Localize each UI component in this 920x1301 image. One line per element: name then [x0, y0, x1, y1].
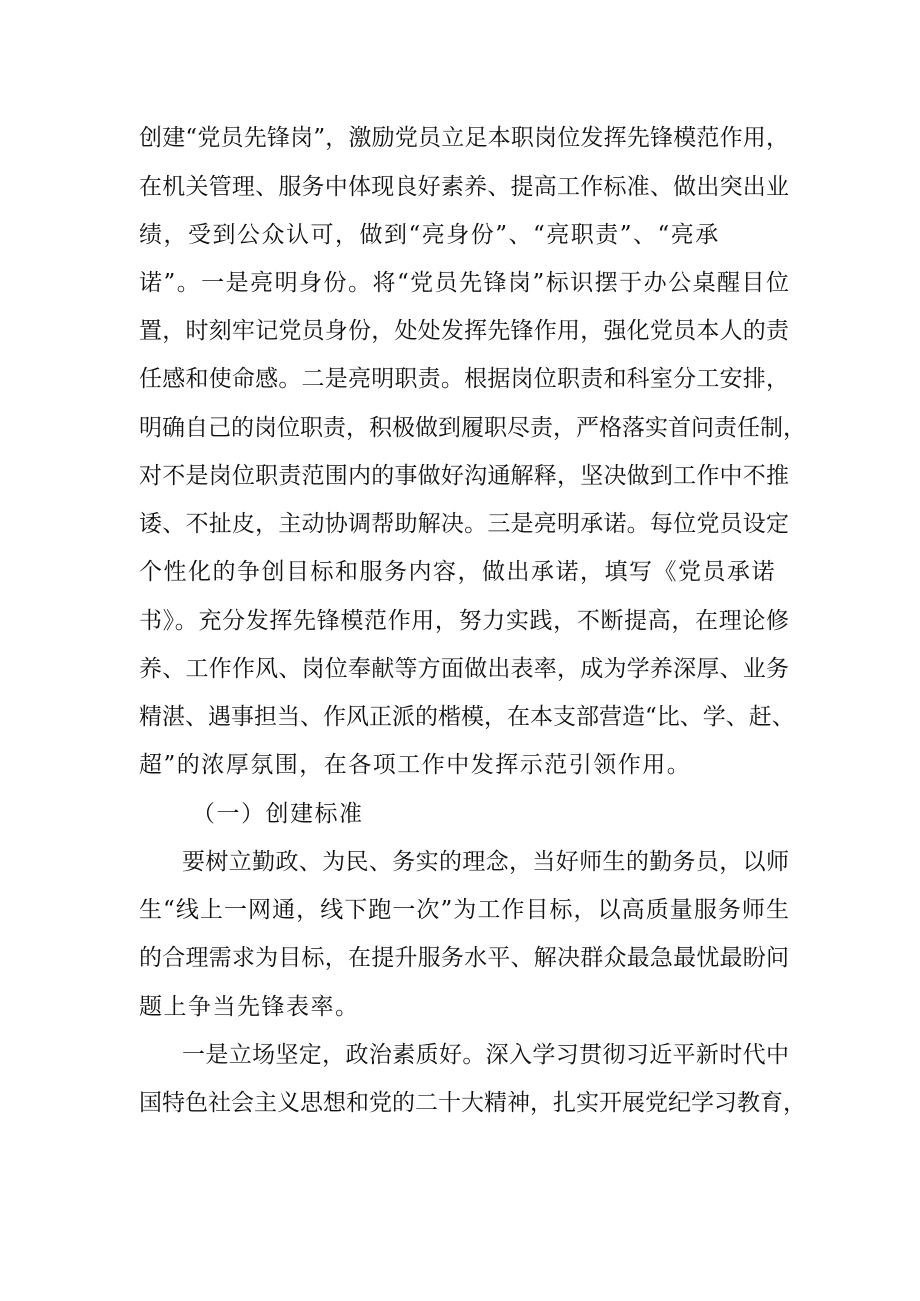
section-heading: （一）创建标准 — [192, 801, 364, 827]
body-text-line: 明确自己的岗位职责，积极做到履职尽责，严格落实首问责任制， — [139, 415, 806, 441]
body-text-line: 国特色社会主义思想和党的二十大精神，扎实开展党纪学习教育， — [139, 1090, 806, 1116]
body-text-line: 题上争当先锋表率。 — [139, 994, 360, 1020]
body-text-line: 在机关管理、服务中体现良好素养、提高工作标准、做出突出业 — [139, 174, 789, 200]
body-text-line: 超”的浓厚氛围，在各项工作中发挥示范引领作用。 — [139, 752, 692, 778]
body-text-line: 养、工作作风、岗位奉献等方面做出表率，成为学养深厚、业务 — [139, 656, 789, 682]
body-text-line: 的合理需求为目标，在提升服务水平、解决群众最急最忧最盼问 — [139, 945, 789, 971]
body-text-line: 诿、不扯皮，主动协调帮助解决。三是亮明承诺。每位党员设定 — [139, 511, 789, 537]
body-text-line: 书》。充分发挥先锋模范作用，努力实践，不断提高，在理论修 — [139, 608, 789, 634]
body-text-line: 个性化的争创目标和服务内容，做出承诺，填写《党员承诺 — [139, 559, 776, 585]
body-text-line: 诺”。一是亮明身份。将“党员先锋岗”标识摆于办公桌醒目位 — [139, 270, 789, 296]
body-text-line: 生“线上一网通，线下跑一次”为工作目标，以高质量服务师生 — [139, 897, 789, 923]
body-text-line: 一是立场坚定，政治素质好。深入学习贯彻习近平新时代中 — [182, 1042, 789, 1068]
body-text-line: 要树立勤政、为民、务实的理念，当好师生的勤务员，以师 — [182, 849, 789, 875]
body-text-line: 绩，受到公众认可，做到“亮身份”、“亮职责”、“亮承 — [139, 222, 720, 248]
body-text-line: 置，时刻牢记党员身份，处处发挥先锋作用，强化党员本人的责 — [139, 318, 789, 344]
body-text-line: 创建“党员先锋岗”，激励党员立足本职岗位发挥先锋模范作用， — [139, 125, 789, 151]
body-text-line: 对不是岗位职责范围内的事做好沟通解释，坚决做到工作中不推 — [139, 463, 789, 489]
body-text-line: 任感和使命感。二是亮明职责。根据岗位职责和科室分工安排， — [139, 366, 789, 392]
body-text-line: 精湛、遇事担当、作风正派的楷模，在本支部营造“比、学、赶、 — [139, 704, 795, 730]
